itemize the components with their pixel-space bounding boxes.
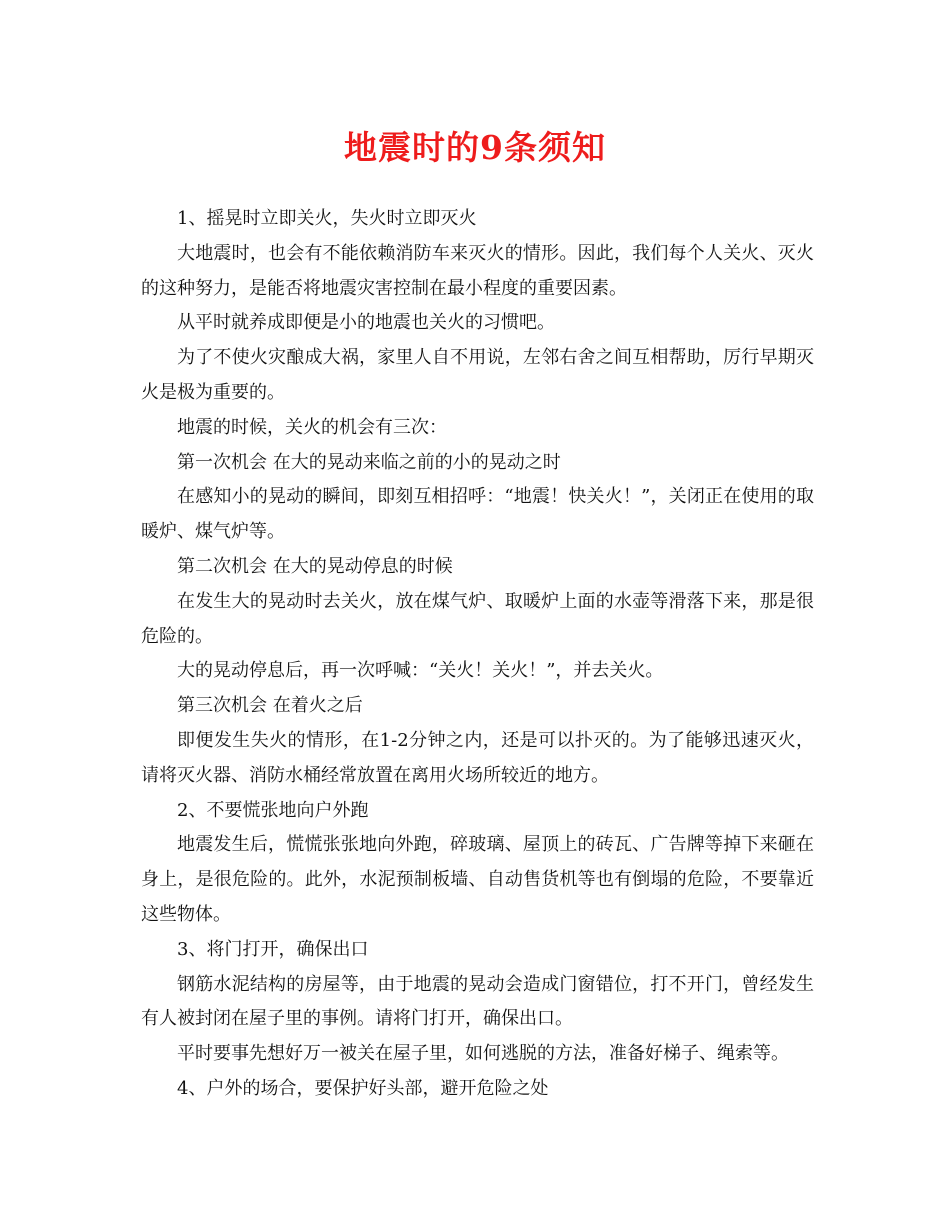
paragraph: 第一次机会 在大的晃动来临之前的小的晃动之时 (177, 451, 561, 473)
paragraph: 为了不使火灾酿成大祸，家里人自不用说，左邻右舍之间互相帮助，厉行早期灭火是极为重要的。 (141, 347, 814, 403)
document-body (141, 202, 814, 1107)
paragraph: 3、将门打开，确保出口 (177, 938, 369, 960)
paragraph: 钢筋水泥结构的房屋等，由于地震的晃动会造成门窗错位，打不开门，曾经发生有人被封闭在屋子里的事例。请将门打开，确保出口。 (141, 973, 814, 1030)
paragraph: 在发生大的晃动时去关火，放在煤气炉、取暖炉上面的水壶等滑落下来，那是很危险的。 (141, 590, 814, 647)
paragraph: 从平时就养成即便是小的地震也关火的习惯吧。 (177, 312, 555, 334)
paragraph: 平时要事先想好万一被关在屋子里，如何逃脱的方法，准备好梯子、绳索等。 (177, 1043, 789, 1065)
paragraph: 即便发生失火的情形，在1-2分钟之内，还是可以扑灭的。为了能够迅速灭火，请将灭火器、消防水桶经常放置在离用火场所较近的地方。 (141, 729, 814, 786)
paragraph: 第三次机会 在着火之后 (177, 695, 363, 717)
paragraph: 地震的时候，关火的机会有三次： (177, 416, 447, 438)
paragraph: 1、摇晃时立即关火，失火时立即灭火 (177, 208, 477, 229)
paragraph: 在感知小的晃动的瞬间，即刻互相招呼：“地震！快关火！”，关闭正在使用的取暖炉、煤气炉等。 (141, 486, 814, 543)
paragraph: 大的晃动停息后，再一次呼喊：“关火！关火！”，并去关火。 (177, 660, 664, 682)
paragraph: 2、不要慌张地向户外跑 (177, 799, 369, 821)
paragraph: 地震发生后，慌慌张张地向外跑，碎玻璃、屋顶上的砖瓦、广告牌等掉下来砸在身上，是很危险的。此外，水泥预制板墙、自动售货机等也有倒塌的危险，不要靠近这些物体。 (141, 834, 814, 925)
paragraph: 4、户外的场合，要保护好头部，避开危险之处 (177, 1077, 549, 1099)
paragraph: 第二次机会 在大的晃动停息的时候 (177, 555, 453, 577)
document-title: 地震时的9条须知 (344, 128, 606, 167)
paragraph: 大地震时，也会有不能依赖消防车来灭火的情形。因此，我们每个人关火、灭火的这种努力，是能否将地震灾害控制在最小程度的重要因素。 (141, 242, 814, 299)
